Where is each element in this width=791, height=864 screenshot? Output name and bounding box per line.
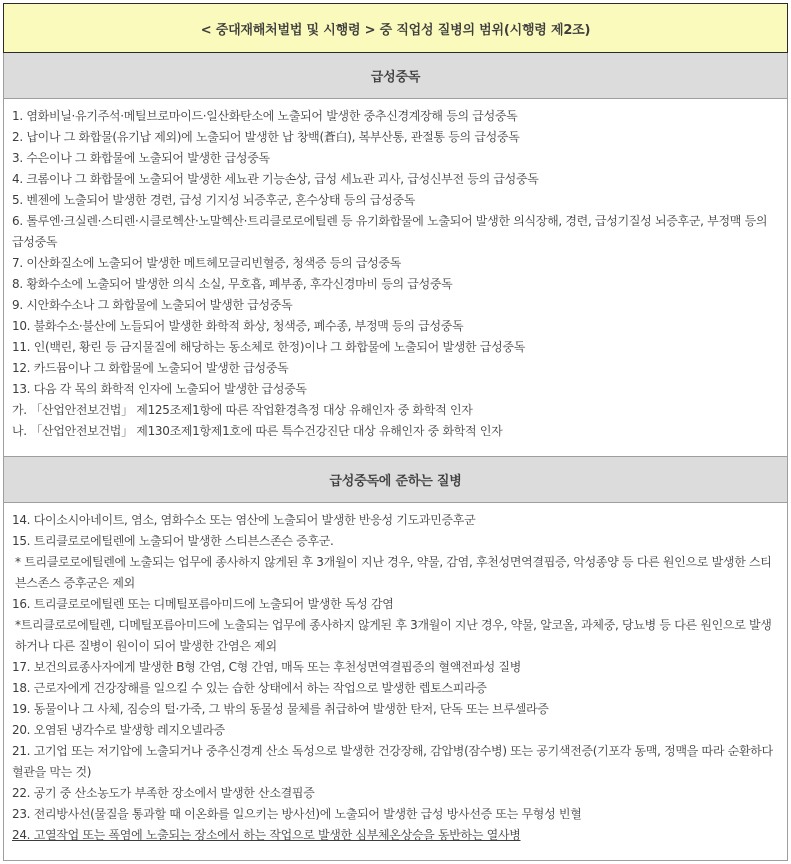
list-item: 15. 트리클로로에틸렌에 노출되어 발생한 스티븐스존슨 증후군. [12,534,334,548]
section-header-acute-poisoning: 급성중독 [4,53,787,99]
list-item: 20. 오염된 냉각수로 발생항 레지오넬라증 [12,723,225,737]
list-item: 19. 동물이나 그 사체, 짐승의 털·가죽, 그 밖의 동물성 물체를 취급하여 발생한 탄저, 단독 또는 브루셀라증 [12,702,549,716]
document [3,3,788,861]
list-item: 8. 황화수소에 노출되어 발생한 의식 소실, 무호흡, 폐부종, 후각신경마비 등의 급성중독 [12,277,453,291]
section-header-diseases-equivalent: 급성중독에 준하는 질병 [4,456,787,503]
list-item: 6. 톨루엔·크실렌·스티렌·시클로헥산·노말헥산·트리클로로에틸렌 등 유기화합물에 노출되어 발생한 의식장해, 경련, 급성기질성 뇌증후군, 부정맥 등의 급성중독 [12,214,768,249]
list-item: 9. 시안화수소나 그 화합물에 노출되어 발생한 급성중독 [12,298,293,312]
document-title: < 중대재해처벌법 및 시행령 > 중 직업성 질병의 범위(시행령 제2조) [3,3,788,53]
list-item: 나. 「산업안전보건법」 제130조제1항제1호에 따른 특수건강진단 대상 유해인자 중 화학적 인자 [12,424,503,438]
section-diseases-equivalent-to-acute-poisoning [4,456,787,860]
list-item: 2. 납이나 그 화합물(유기납 제외)에 노출되어 발생한 납 창백(蒼白), 복부산통, 관절통 등의 급성중독 [12,130,520,144]
list-item: 3. 수은이나 그 화합물에 노출되어 발생한 급성중독 [12,151,270,165]
list-item: 17. 보건의료종사자에게 발생한 B형 간염, C형 간염, 매독 또는 후천성면역결핍증의 혈액전파성 질병 [12,660,521,674]
list-item: 24. 고열작업 또는 폭염에 노출되는 장소에서 하는 작업으로 발생한 심부체온상승을 동반하는 열사병 [12,828,521,842]
list-item: 13. 다음 각 목의 화학적 인자에 노출되어 발생한 급성중독 [12,382,307,396]
list-item: 18. 근로자에게 건강장해를 일으킬 수 있는 습한 상태에서 하는 작업으로 발생한 렙토스피라증 [12,681,487,695]
section-acute-poisoning [4,53,787,456]
list-item: 16. 트리클로로에틸렌 또는 디메틸포름아미드에 노출되어 발생한 독성 감염 [12,597,394,611]
list-item: 가. 「산업안전보건법」 제125조제1항에 따른 작업환경측정 대상 유해인자 중 화학적 인자 [12,403,473,417]
list-item: 12. 카드뮴이나 그 화합물에 노출되어 발생한 급성중독 [12,361,289,375]
disease-table [3,53,788,861]
list-item: 10. 불화수소·불산에 노들되어 발생한 화학적 화상, 청색증, 폐수종, 부정맥 등의 급성중독 [12,319,464,333]
list-item: 1. 염화비닐·유기주석·메틸브로마이드·일산화탄소에 노출되어 발생한 중추신경계장해 등의 급성중독 [12,109,518,123]
list-item: 22. 공기 중 산소농도가 부족한 장소에서 발생한 산소결핍증 [12,786,315,800]
list-item: 5. 벤젠에 노출되어 발생한 경련, 급성 기지성 뇌증후군, 혼수상태 등의 급성중독 [12,193,416,207]
list-item: 11. 인(백린, 황린 등 금지물질에 해당하는 동소체로 한정)이나 그 화합물에 노출되어 발생한 급성중독 [12,340,526,354]
item-list-acute-poisoning [4,99,787,456]
list-item: * 트리클로로에틸렌에 노출되는 업무에 종사하지 않게된 후 3개월이 지난 경우, 약물, 감염, 후천성면역결핍증, 악성종양 등 다른 원인으로 발생한 스티븐스존스 증후군은 제외 [15,555,772,590]
list-item: *트리클로로에틸렌, 디메틸포름아미드에 노출되는 업무에 종사하지 않게된 후 3개월이 지난 경우, 약물, 알코올, 과체중, 당뇨병 등 다른 원인으로 발생하거나 다른 질병이 원이이 되어 발생한 간염은 제외 [15,618,772,653]
list-item: 4. 크롬이나 그 화합물에 노출되어 발생한 세뇨관 기능손상, 급성 세뇨관 괴사, 급성신부전 등의 급성중독 [12,172,539,186]
item-list-diseases-equivalent [4,503,787,860]
list-item: 7. 이산화질소에 노출되어 발생한 메트헤모글리빈혈증, 청색증 등의 급성중독 [12,256,402,270]
list-item: 14. 다이소시아네이트, 염소, 염화수소 또는 염산에 노출되어 발생한 반응성 기도과민증후군 [12,513,476,527]
list-item: 21. 고기업 또는 저기압에 노출되거나 중추신경계 산소 독성으로 발생한 건강장해, 감압병(잠수병) 또는 공기색전증(기포각 동맥, 정맥을 따라 순환하다 혈관을 막는 것) [12,744,773,779]
list-item: 23. 전리방사선(물질을 통과할 때 이온화를 일으키는 방사선)에 노출되어 발생한 급성 방사선증 또는 무형성 빈혈 [12,807,582,821]
